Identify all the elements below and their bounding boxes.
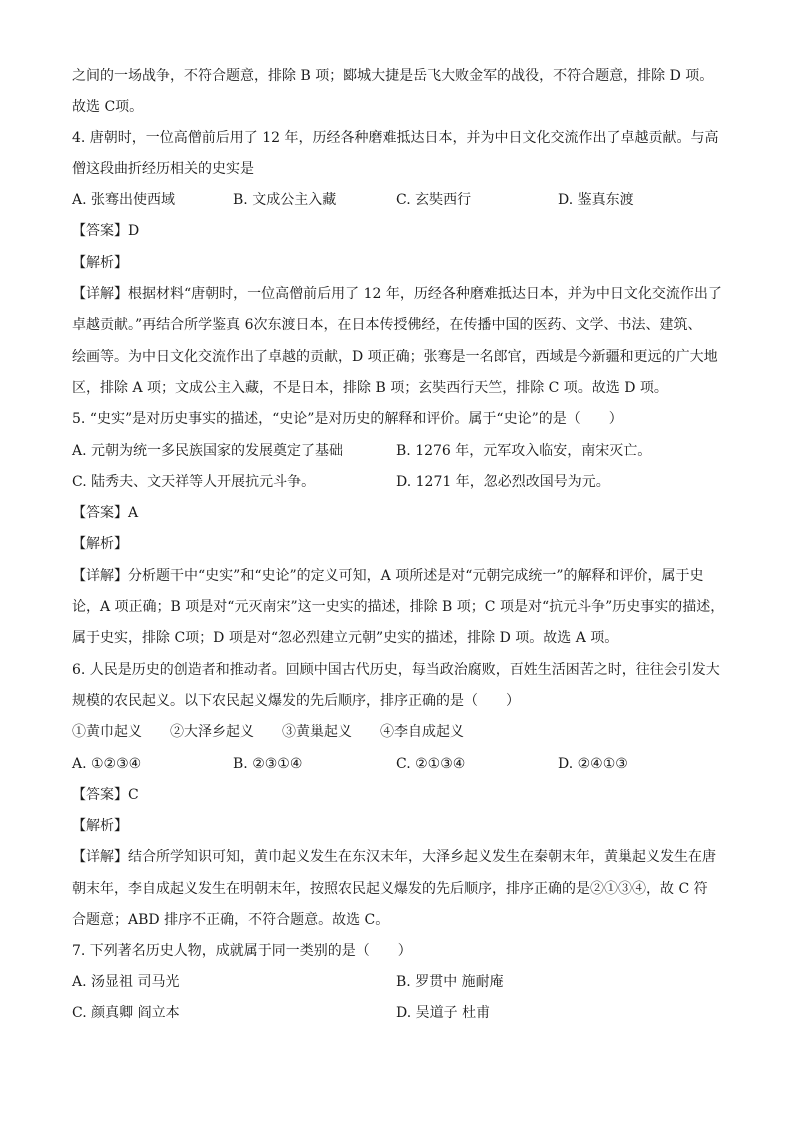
q4-detail-line: 卓越贡献。”再结合所学鉴真 6次东渡日本，在日本传授佛经，在传播中国的医药、文学、书法、建筑、 <box>72 317 702 333</box>
q5-detail-line: 属于史实，排除 C项；D 项是对“忽必烈建立元朝”史实的描述，排除 D 项。故选 A 项。 <box>72 630 619 646</box>
q6-detail-line: 朝末年，李自成起义发生在明朝末年，按照农民起义爆发的先后顺序，排序正确的是②①③④，故 C 符 <box>72 881 708 897</box>
q6-option-c: C. ②①③④ <box>396 756 466 772</box>
q4-option-d: D. 鉴真东渡 <box>558 192 634 208</box>
q4-analysis-label: 【解析】 <box>72 255 128 271</box>
q6-stem: 规模的农民起义。以下农民起义爆发的先后顺序，排序正确的是（ ） <box>72 693 520 709</box>
q5-analysis-label: 【解析】 <box>72 536 128 552</box>
q7-stem: 7. 下列著名历史人物，成就属于同一类别的是（ ） <box>72 943 412 959</box>
q7-option-c: C. 颜真卿 阎立本 <box>72 1005 180 1021</box>
q6-detail-line: 【详解】结合所学知识可知，黄巾起义发生在东汉末年，大泽乡起义发生在秦朝末年，黄巢起义发生在唐 <box>72 849 716 865</box>
q4-option-c: C. 玄奘西行 <box>396 192 472 208</box>
q6-item: ④李自成起义 <box>380 724 464 740</box>
q6-answer: 【答案】C <box>72 787 139 803</box>
q4-option-a: A. 张骞出使西域 <box>72 192 176 208</box>
q4-detail-line: 绘画等。为中日文化交流作出了卓越的贡献，D 项正确；张骞是一名郎官，西域是今新疆和更远的广大地 <box>72 349 718 365</box>
q6-analysis-label: 【解析】 <box>72 818 128 834</box>
q5-detail-line: 【详解】分析题干中“史实”和“史论”的定义可知，A 项所述是对“元朝完成统一”的解释和评价，属于史 <box>72 568 704 584</box>
q5-option-b: B. 1276 年，元军攻入临安，南宋灭亡。 <box>396 443 652 459</box>
q6-stem: 6. 人民是历史的创造者和推动者。回顾中国古代历史，每当政治腐败，百姓生活困苦之时，往往会引发大 <box>72 662 720 678</box>
q4-option-b: B. 文成公主入藏 <box>233 192 337 208</box>
q6-item: ②大泽乡起义 <box>170 724 254 740</box>
q4-detail-line: 区，排除 A 项；文成公主入藏，不是日本，排除 B 项；玄奘西行天竺，排除 C 项。故选 D 项。 <box>72 380 668 396</box>
q5-detail-line: 论，A 项正确；B 项是对“元灭南宋”这一史实的描述，排除 B 项；C 项是对“抗元斗争”历史事实的描述， <box>72 599 725 615</box>
q6-option-b: B. ②③①④ <box>233 756 303 772</box>
q7-option-a: A. 汤显祖 司马光 <box>72 974 180 990</box>
q6-detail-line: 合题意；ABD 排序不正确，不符合题意。故选 C。 <box>72 912 390 928</box>
q7-option-b: B. 罗贯中 施耐庵 <box>396 974 504 990</box>
q6-option-d: D. ②④①③ <box>558 756 628 772</box>
q5-answer: 【答案】A <box>72 505 139 521</box>
q3-analysis-line: 故选 C项。 <box>72 99 144 115</box>
q5-option-a: A. 元朝为统一多民族国家的发展奠定了基础 <box>72 443 344 459</box>
q4-detail-line: 【详解】根据材料“唐朝时，一位高僧前后用了 12 年，历经各种磨难抵达日本，并为中日文化交流作出了 <box>72 286 722 302</box>
q6-item: ③黄巢起义 <box>282 724 352 740</box>
q7-option-d: D. 吴道子 杜甫 <box>396 1005 491 1021</box>
q4-stem: 4. 唐朝时，一位高僧前后用了 12 年，历经各种磨难抵达日本，并为中日文化交流作出了卓越贡献。与高 <box>72 130 719 146</box>
q5-stem: 5. “史实”是对历史事实的描述，“史论”是对历史的解释和评价。属于“史论”的是（ ） <box>72 411 623 427</box>
q6-option-a: A. ①②③④ <box>72 756 142 772</box>
q3-analysis-line: 之间的一场战争，不符合题意，排除 B 项；郾城大捷是岳飞大败金军的战役，不符合题意，排除 D 项。 <box>72 68 714 84</box>
q4-stem: 僧这段曲折经历相关的史实是 <box>72 161 254 177</box>
q6-item: ①黄巾起义 <box>72 724 142 740</box>
q4-answer: 【答案】D <box>72 223 140 239</box>
q5-option-d: D. 1271 年，忽必烈改国号为元。 <box>396 474 610 490</box>
q5-option-c: C. 陆秀夫、文天祥等人开展抗元斗争。 <box>72 474 316 490</box>
